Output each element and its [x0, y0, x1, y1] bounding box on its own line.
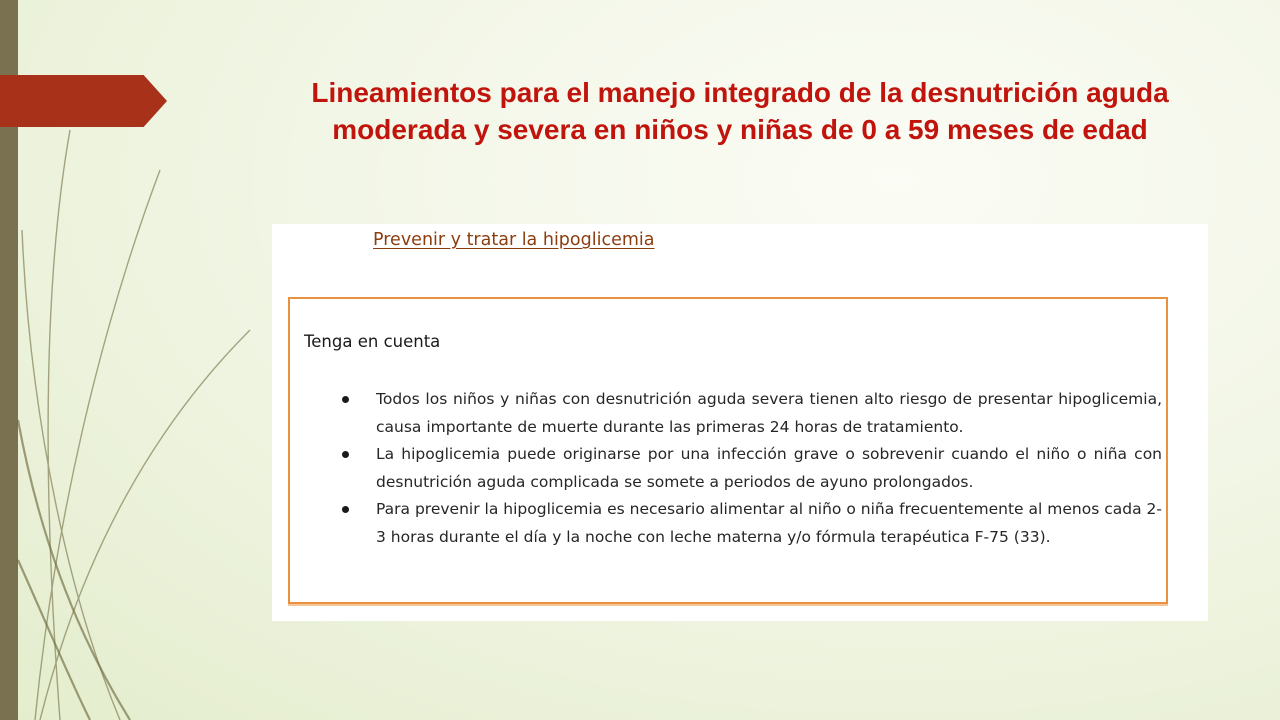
document-excerpt: [272, 224, 1208, 621]
document-heading: Prevenir y tratar la hipoglicemia: [373, 230, 655, 250]
slide-title: Lineamientos para el manejo integrado de la desnutrición aguda moderada y severa en niños y niñas de 0 a 59 meses de edad: [311, 77, 1169, 145]
list-item: [334, 386, 1162, 441]
note-box: [288, 297, 1168, 604]
note-title: Tenga en cuenta: [304, 332, 441, 351]
bullet-list: [334, 386, 1162, 551]
bullet-dot-icon: [342, 396, 349, 403]
list-item-text: La hipoglicemia puede originarse por una infección grave o sobrevenir cuando el niño o niña con desnutrición aguda complicada se somete a periodos de ayuno prolongados.: [376, 445, 1162, 491]
bullet-dot-icon: [342, 506, 349, 513]
list-item-text: Para prevenir la hipoglicemia es necesario alimentar al niño o niña frecuentemente al menos cada 2-3 horas durante el día y la noche con leche materna y/o fórmula terapéutica F-75 (33).: [376, 500, 1162, 546]
list-item: [334, 441, 1162, 496]
list-item: [334, 496, 1162, 551]
bullet-dot-icon: [342, 451, 349, 458]
list-item-text: Todos los niños y niñas con desnutrición aguda severa tienen alto riesgo de presentar hipoglicemia, causa importante de muerte durante las primeras 24 horas de tratamiento.: [376, 390, 1162, 436]
title-arrow-decoration: [0, 75, 167, 127]
